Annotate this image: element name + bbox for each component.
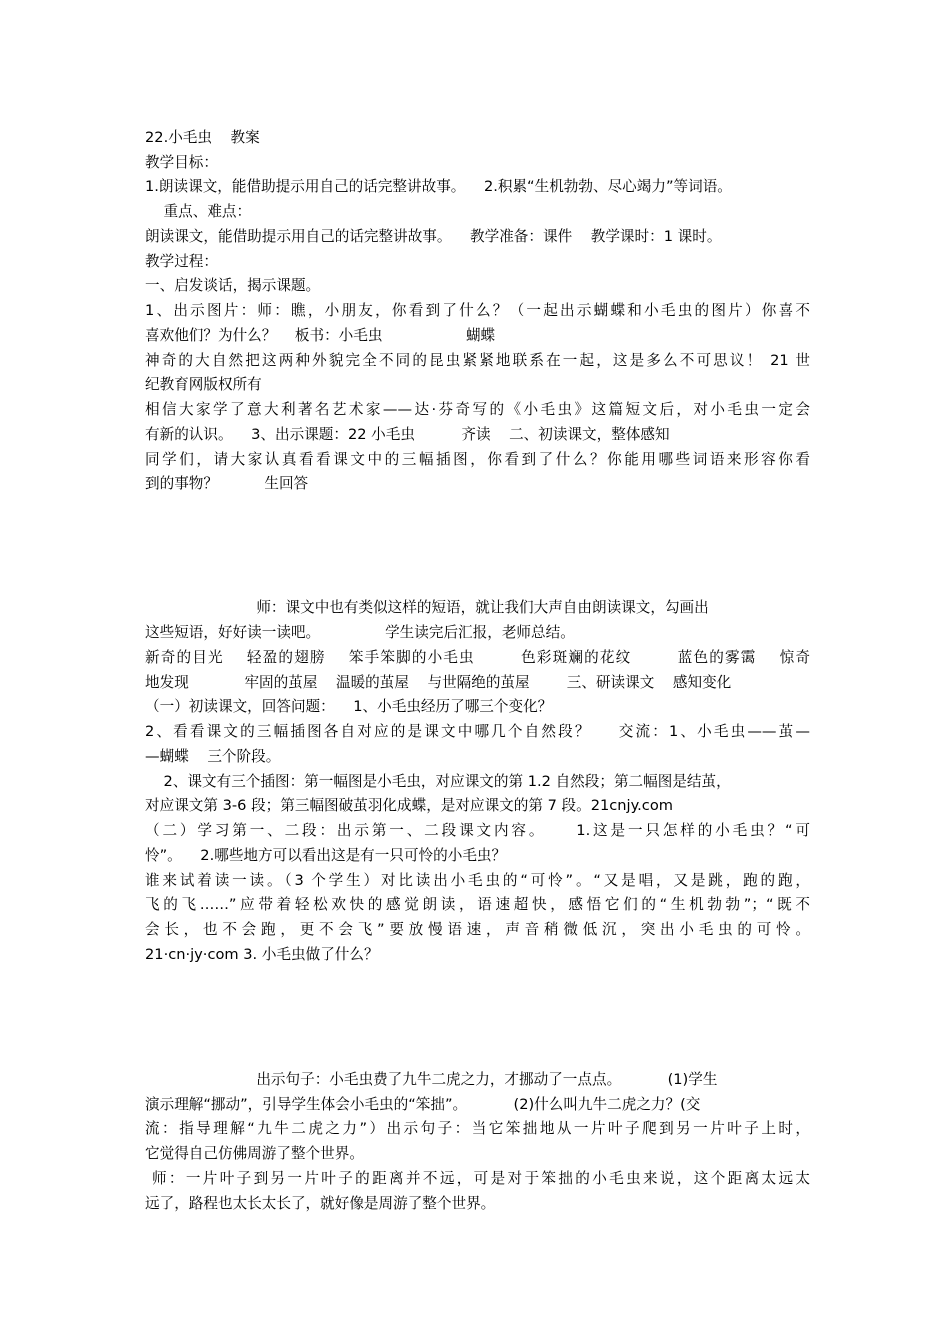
text-line: 教学过程： xyxy=(145,253,218,270)
text-line: 有新的认识。 3、出示课题：22 小毛虫 齐读 二、初读课文，整体感知 xyxy=(145,426,670,443)
text-line: 新奇的目光 轻盈的翅膀 笨手笨脚的小毛虫 色彩斑斓的花纹 蓝色的雾霭 惊奇 xyxy=(145,649,810,666)
text-line: 2、课文有三个插图：第一幅图是小毛虫，对应课文的第 1.2 自然段；第二幅图是结茧， xyxy=(145,773,731,790)
text-line: 这些短语，好好读一读吧。 学生读完后汇报，老师总结。 xyxy=(145,624,575,641)
text-line: 怜”。 2.哪些地方可以看出这是有一只可怜的小毛虫？ xyxy=(145,847,507,864)
text-line: 神奇的大自然把这两种外貌完全不同的昆虫紧紧地联系在一起，这是多么不可思议！ 21 世 xyxy=(145,352,810,369)
text-line: 远了，路程也太长太长了，就好像是周游了整个世界。 xyxy=(145,1195,496,1212)
text-line: 朗读课文，能借助提示用自己的话完整讲故事。 教学准备：课件 教学课时：1 课时。 xyxy=(145,228,722,245)
text-line: 相信大家学了意大利著名艺术家——达·芬奇写的《小毛虫》这篇短文后，对小毛虫一定会 xyxy=(145,401,810,418)
text-line: 重点、难点： xyxy=(145,203,252,220)
text-line: 纪教育网版权所有 xyxy=(145,376,262,393)
text-line: 师：课文中也有类似这样的短语，就让我们大声自由朗读课文，勾画出 xyxy=(145,599,709,616)
text-line: 地发现 牢固的茧屋 温暖的茧屋 与世隔绝的茧屋 三、研读课文 感知变化 xyxy=(145,674,732,691)
text-line: 1.朗读课文，能借助提示用自己的话完整讲故事。 2.积累“生机勃勃、尽心竭力”等词语。 xyxy=(145,178,732,195)
doc-title: 22.小毛虫 教案 xyxy=(145,129,260,146)
text-line: 流：指导理解“九牛二虎之力”）出示句子：当它笨拙地从一片叶子爬到另一片叶子上时， xyxy=(145,1120,810,1137)
text-line: 同学们，请大家认真看看课文中的三幅插图，你看到了什么？你能用哪些词语来形容你看 xyxy=(145,451,810,468)
text-line: 师：一片叶子到另一片叶子的距离并不远，可是对于笨拙的小毛虫来说，这个距离太远太 xyxy=(145,1170,810,1187)
text-line: 2、看看课文的三幅插图各自对应的是课文中哪几个自然段？ 交流：1、小毛虫——茧— xyxy=(145,723,810,740)
text-line: 一、启发谈话，揭示课题。 xyxy=(145,277,321,294)
text-line: （二）学习第一、二段：出示第一、二段课文内容。 1.这是一只怎样的小毛虫？“可 xyxy=(145,822,810,839)
text-line: 对应课文第 3-6 段；第三幅图破茧羽化成蝶，是对应课文的第 7 段。21cnjy.com xyxy=(145,797,673,814)
text-line: 它觉得自己仿佛周游了整个世界。 xyxy=(145,1145,364,1162)
text-line: 飞的飞……”应带着轻松欢快的感觉朗读，语速超快，感悟它们的“生机勃勃”；“既不 xyxy=(145,896,810,913)
text-line: （一）初读课文，回答问题： 1、小毛虫经历了哪三个变化？ xyxy=(145,698,553,715)
text-line: 1、出示图片：师：瞧，小朋友，你看到了什么？（一起出示蝴蝶和小毛虫的图片）你喜不 xyxy=(145,302,810,319)
text-line: 出示句子：小毛虫费了九牛二虎之力，才挪动了一点点。 (1)学生 xyxy=(145,1071,718,1088)
text-line: 喜欢他们？为什么？ 板书：小毛虫 蝴蝶 xyxy=(145,327,496,344)
text-line: 到的事物？ 生回答 xyxy=(145,475,309,492)
text-line: 21·cn·jy·com 3. 小毛虫做了什么？ xyxy=(145,946,379,963)
text-line: 谁来试着读一读。（3 个学生）对比读出小毛虫的“可怜”。“又是唱，又是跳，跑的跑， xyxy=(145,872,810,889)
text-line: 会长，也不会跑，更不会飞”要放慢语速，声音稍微低沉，突出小毛虫的可怜。 xyxy=(145,921,810,938)
text-line: —蝴蝶 三个阶段。 xyxy=(145,748,281,765)
text-line: 教学目标： xyxy=(145,154,218,171)
text-line: 演示理解“挪动”，引导学生体会小毛虫的“笨拙”。 (2)什么叫九牛二虎之力？(交 xyxy=(145,1096,701,1113)
